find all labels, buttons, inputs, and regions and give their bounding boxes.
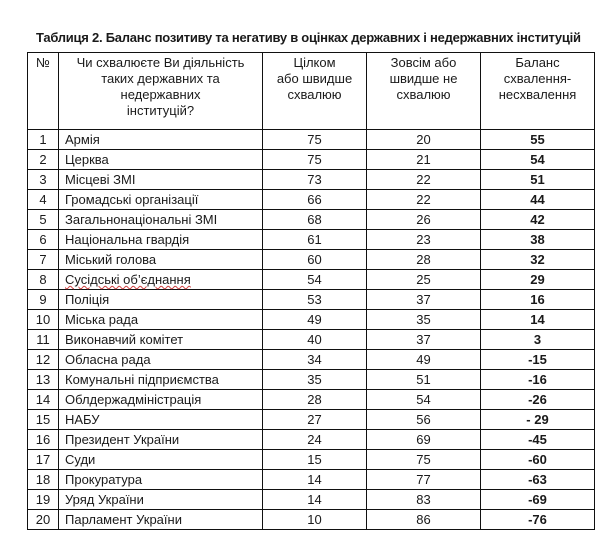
approve-value <box>263 350 367 370</box>
row-number-text: 17 <box>35 452 51 467</box>
institution-name-text: Церква <box>65 152 109 167</box>
row-number-text: 1 <box>39 132 47 147</box>
balance-value-text: 55 <box>530 132 545 147</box>
approve-value-text: 68 <box>307 212 322 227</box>
balance-value-text: - 29 <box>526 412 549 427</box>
balance-value <box>481 190 595 210</box>
institution-name <box>59 390 263 410</box>
balance-value-text: -15 <box>528 352 547 367</box>
row-number <box>28 350 59 370</box>
row-number-text: 15 <box>35 412 51 427</box>
row-number-text: 6 <box>39 232 47 247</box>
table-row <box>28 390 595 410</box>
row-number <box>28 390 59 410</box>
institution-name <box>59 290 263 310</box>
balance-value <box>481 410 595 430</box>
disapprove-value <box>367 390 481 410</box>
balance-value <box>481 470 595 490</box>
institution-name <box>59 170 263 190</box>
row-number-text: 13 <box>35 372 51 387</box>
approve-value-text: 34 <box>307 352 322 367</box>
institution-name <box>59 410 263 430</box>
balance-value-text: -69 <box>528 492 547 507</box>
header-balance-line: несхвалення <box>498 87 577 102</box>
header-balance <box>481 53 595 130</box>
institution-name <box>59 310 263 330</box>
table-row <box>28 370 595 390</box>
disapprove-value <box>367 510 481 530</box>
row-number <box>28 230 59 250</box>
table-body <box>28 130 595 530</box>
disapprove-value-text: 51 <box>416 372 431 387</box>
table-row <box>28 450 595 470</box>
balance-value <box>481 430 595 450</box>
approve-value <box>263 430 367 450</box>
table-row <box>28 170 595 190</box>
approve-value-text: 40 <box>307 332 322 347</box>
balance-value <box>481 270 595 290</box>
disapprove-value-text: 69 <box>416 432 431 447</box>
balance-value <box>481 310 595 330</box>
disapprove-value-text: 26 <box>416 212 431 227</box>
balance-value <box>481 130 595 150</box>
institution-name-text: Міський голова <box>65 252 157 267</box>
institution-name <box>59 490 263 510</box>
header-question-line: таких державних та <box>101 71 220 86</box>
institution-name <box>59 330 263 350</box>
table-row <box>28 210 595 230</box>
balance-value-text: 29 <box>530 272 545 287</box>
header-number-text: № <box>36 55 50 70</box>
header-approve-line: або швидше <box>276 71 353 86</box>
row-number <box>28 470 59 490</box>
approve-value-text: 60 <box>307 252 322 267</box>
disapprove-value-text: 83 <box>416 492 431 507</box>
approve-value-text: 14 <box>307 492 322 507</box>
row-number-text: 2 <box>39 152 47 167</box>
disapprove-value-text: 25 <box>416 272 431 287</box>
balance-value-text: 42 <box>530 212 545 227</box>
disapprove-value <box>367 470 481 490</box>
approve-value-text: 27 <box>307 412 322 427</box>
disapprove-value <box>367 270 481 290</box>
disapprove-value <box>367 170 481 190</box>
balance-value-text: -16 <box>528 372 547 387</box>
approve-value <box>263 390 367 410</box>
approve-value <box>263 190 367 210</box>
balance-value-text: 3 <box>533 332 542 347</box>
balance-value <box>481 290 595 310</box>
approve-value <box>263 290 367 310</box>
institution-name-text: Міська рада <box>65 312 139 327</box>
balance-value <box>481 450 595 470</box>
approve-value <box>263 230 367 250</box>
disapprove-value <box>367 450 481 470</box>
disapprove-value-text: 21 <box>416 152 431 167</box>
disapprove-value-text: 23 <box>416 232 431 247</box>
approve-value-text: 24 <box>307 432 322 447</box>
row-number-text: 18 <box>35 472 51 487</box>
row-number-text: 16 <box>35 432 51 447</box>
balance-value-text: 32 <box>530 252 545 267</box>
row-number-text: 7 <box>39 252 47 267</box>
row-number-text: 10 <box>35 312 51 327</box>
row-number <box>28 290 59 310</box>
table-row <box>28 270 595 290</box>
table-title: Таблиця 2. Баланс позитиву та негативу в оцінках державних і недержавних інституцій <box>36 30 581 45</box>
disapprove-value <box>367 290 481 310</box>
header-disapprove <box>367 53 481 130</box>
institution-name-text: Загальнонаціональні ЗМІ <box>65 212 218 227</box>
row-number-text: 5 <box>39 212 47 227</box>
row-number <box>28 190 59 210</box>
disapprove-value-text: 20 <box>416 132 431 147</box>
table-row <box>28 190 595 210</box>
table-row <box>28 130 595 150</box>
approve-value-text: 35 <box>307 372 322 387</box>
row-number-text: 3 <box>39 172 47 187</box>
table-row <box>28 510 595 530</box>
approve-value <box>263 510 367 530</box>
institution-name-text: Суди <box>65 452 96 467</box>
table-row <box>28 310 595 330</box>
disapprove-value-text: 86 <box>416 512 431 527</box>
table-row <box>28 150 595 170</box>
disapprove-value <box>367 150 481 170</box>
row-number-text: 9 <box>39 292 47 307</box>
balance-value-text: -63 <box>528 472 547 487</box>
header-row <box>28 53 595 130</box>
institution-name-text: НАБУ <box>65 412 100 427</box>
approve-value <box>263 410 367 430</box>
header-balance-line: Баланс <box>515 55 560 70</box>
disapprove-value-text: 37 <box>416 332 431 347</box>
institution-name <box>59 190 263 210</box>
approve-value-text: 53 <box>307 292 322 307</box>
approve-value <box>263 330 367 350</box>
institution-name-text: Національна гвардія <box>65 232 190 247</box>
row-number <box>28 450 59 470</box>
header-approve <box>263 53 367 130</box>
balance-value <box>481 170 595 190</box>
row-number <box>28 430 59 450</box>
institution-name-text: Облдержадміністрація <box>65 392 202 407</box>
approve-value <box>263 370 367 390</box>
institution-name-text: Виконавчий комітет <box>65 332 184 347</box>
header-balance-line: схвалення- <box>503 71 572 86</box>
institution-name <box>59 450 263 470</box>
row-number-text: 4 <box>39 192 47 207</box>
header-disapprove-line: Зовсім або <box>390 55 457 70</box>
disapprove-value <box>367 430 481 450</box>
header-approve-line: Цілком <box>293 55 336 70</box>
approve-value <box>263 170 367 190</box>
institution-name-text: Уряд України <box>65 492 144 507</box>
approve-value <box>263 270 367 290</box>
balance-value-text: 54 <box>530 152 545 167</box>
institution-name <box>59 150 263 170</box>
approve-value <box>263 450 367 470</box>
table-row <box>28 290 595 310</box>
row-number <box>28 330 59 350</box>
approve-value-text: 49 <box>307 312 322 327</box>
table-row <box>28 490 595 510</box>
balance-value <box>481 350 595 370</box>
balance-value <box>481 250 595 270</box>
balance-value <box>481 490 595 510</box>
table-row <box>28 330 595 350</box>
disapprove-value-text: 75 <box>416 452 431 467</box>
institution-name-text: Прокуратура <box>65 472 143 487</box>
row-number <box>28 310 59 330</box>
row-number <box>28 270 59 290</box>
approve-value-text: 61 <box>307 232 322 247</box>
institution-name <box>59 430 263 450</box>
institution-name <box>59 210 263 230</box>
row-number-text: 14 <box>35 392 51 407</box>
row-number <box>28 130 59 150</box>
row-number <box>28 250 59 270</box>
disapprove-value <box>367 370 481 390</box>
balance-value-text: -45 <box>528 432 547 447</box>
balance-value-text: -76 <box>528 512 547 527</box>
header-number <box>28 53 59 130</box>
approve-value-text: 15 <box>307 452 322 467</box>
balance-value-text: 14 <box>530 312 545 327</box>
disapprove-value <box>367 490 481 510</box>
table-row <box>28 230 595 250</box>
institution-name <box>59 130 263 150</box>
approve-value-text: 14 <box>307 472 322 487</box>
row-number-text: 19 <box>35 492 51 507</box>
institution-name <box>59 510 263 530</box>
institution-name-text: Президент України <box>65 432 180 447</box>
approve-value-text: 66 <box>307 192 322 207</box>
institution-name-text: Поліція <box>65 292 110 307</box>
disapprove-value-text: 56 <box>416 412 431 427</box>
balance-value-text: 16 <box>530 292 545 307</box>
disapprove-value <box>367 330 481 350</box>
disapprove-value <box>367 230 481 250</box>
approve-value <box>263 310 367 330</box>
balance-value-text: -60 <box>528 452 547 467</box>
balance-value <box>481 230 595 250</box>
header-approve-line: схвалюю <box>287 87 342 102</box>
header-disapprove-line: схвалюю <box>396 87 451 102</box>
header-question <box>59 53 263 130</box>
disapprove-value-text: 22 <box>416 192 431 207</box>
approve-value <box>263 130 367 150</box>
balance-value <box>481 390 595 410</box>
row-number <box>28 510 59 530</box>
header-question-line: недержавних <box>120 87 201 102</box>
row-number <box>28 150 59 170</box>
table-row <box>28 350 595 370</box>
balance-value <box>481 210 595 230</box>
row-number-text: 11 <box>36 332 50 347</box>
row-number-text: 8 <box>39 272 47 287</box>
disapprove-value-text: 35 <box>416 312 431 327</box>
institution-name <box>59 230 263 250</box>
approve-value-text: 54 <box>307 272 322 287</box>
institution-name-text: Комунальні підприємства <box>65 372 219 387</box>
disapprove-value-text: 28 <box>416 252 431 267</box>
institution-name-text: Місцеві ЗМІ <box>65 172 136 187</box>
balance-value <box>481 330 595 350</box>
balance-value-text: 38 <box>530 232 545 247</box>
row-number <box>28 170 59 190</box>
approve-value <box>263 490 367 510</box>
approve-value <box>263 470 367 490</box>
approve-value-text: 10 <box>307 512 322 527</box>
disapprove-value <box>367 130 481 150</box>
disapprove-value <box>367 190 481 210</box>
row-number-text: 20 <box>35 512 51 527</box>
disapprove-value <box>367 410 481 430</box>
institution-name <box>59 470 263 490</box>
institution-name-text: Сусідські об’єднання <box>65 272 191 287</box>
header-question-line: Чи схвалюєте Ви діяльність <box>76 55 245 70</box>
approve-value-text: 73 <box>307 172 322 187</box>
balance-value-text: 51 <box>530 172 545 187</box>
institution-name <box>59 270 263 290</box>
disapprove-value <box>367 250 481 270</box>
institution-name-text: Обласна рада <box>65 352 151 367</box>
table-row <box>28 410 595 430</box>
approve-value <box>263 150 367 170</box>
disapprove-value-text: 54 <box>416 392 431 407</box>
disapprove-value <box>367 310 481 330</box>
balance-value <box>481 370 595 390</box>
approve-value <box>263 250 367 270</box>
balance-value <box>481 150 595 170</box>
table-row <box>28 250 595 270</box>
header-question-line: інституцій? <box>126 103 195 118</box>
approve-value-text: 28 <box>307 392 322 407</box>
row-number <box>28 210 59 230</box>
institution-name <box>59 370 263 390</box>
row-number <box>28 410 59 430</box>
institution-name-text: Парламент України <box>65 512 182 527</box>
disapprove-value-text: 49 <box>416 352 431 367</box>
institution-name-text: Громадські організації <box>65 192 199 207</box>
institution-name-text: Армія <box>65 132 100 147</box>
disapprove-value <box>367 210 481 230</box>
balance-value <box>481 510 595 530</box>
table-row <box>28 430 595 450</box>
approve-value-text: 75 <box>307 132 322 147</box>
disapprove-value-text: 77 <box>416 472 431 487</box>
header-disapprove-line: швидше не <box>389 71 458 86</box>
row-number <box>28 490 59 510</box>
row-number <box>28 370 59 390</box>
balance-value-text: -26 <box>528 392 547 407</box>
institution-name <box>59 250 263 270</box>
disapprove-value-text: 37 <box>416 292 431 307</box>
approve-value <box>263 210 367 230</box>
approve-value-text: 75 <box>307 152 322 167</box>
balance-value-text: 44 <box>530 192 545 207</box>
row-number-text: 12 <box>35 352 51 367</box>
table-row <box>28 470 595 490</box>
disapprove-value-text: 22 <box>416 172 431 187</box>
institutions-table <box>27 52 595 530</box>
institution-name <box>59 350 263 370</box>
disapprove-value <box>367 350 481 370</box>
